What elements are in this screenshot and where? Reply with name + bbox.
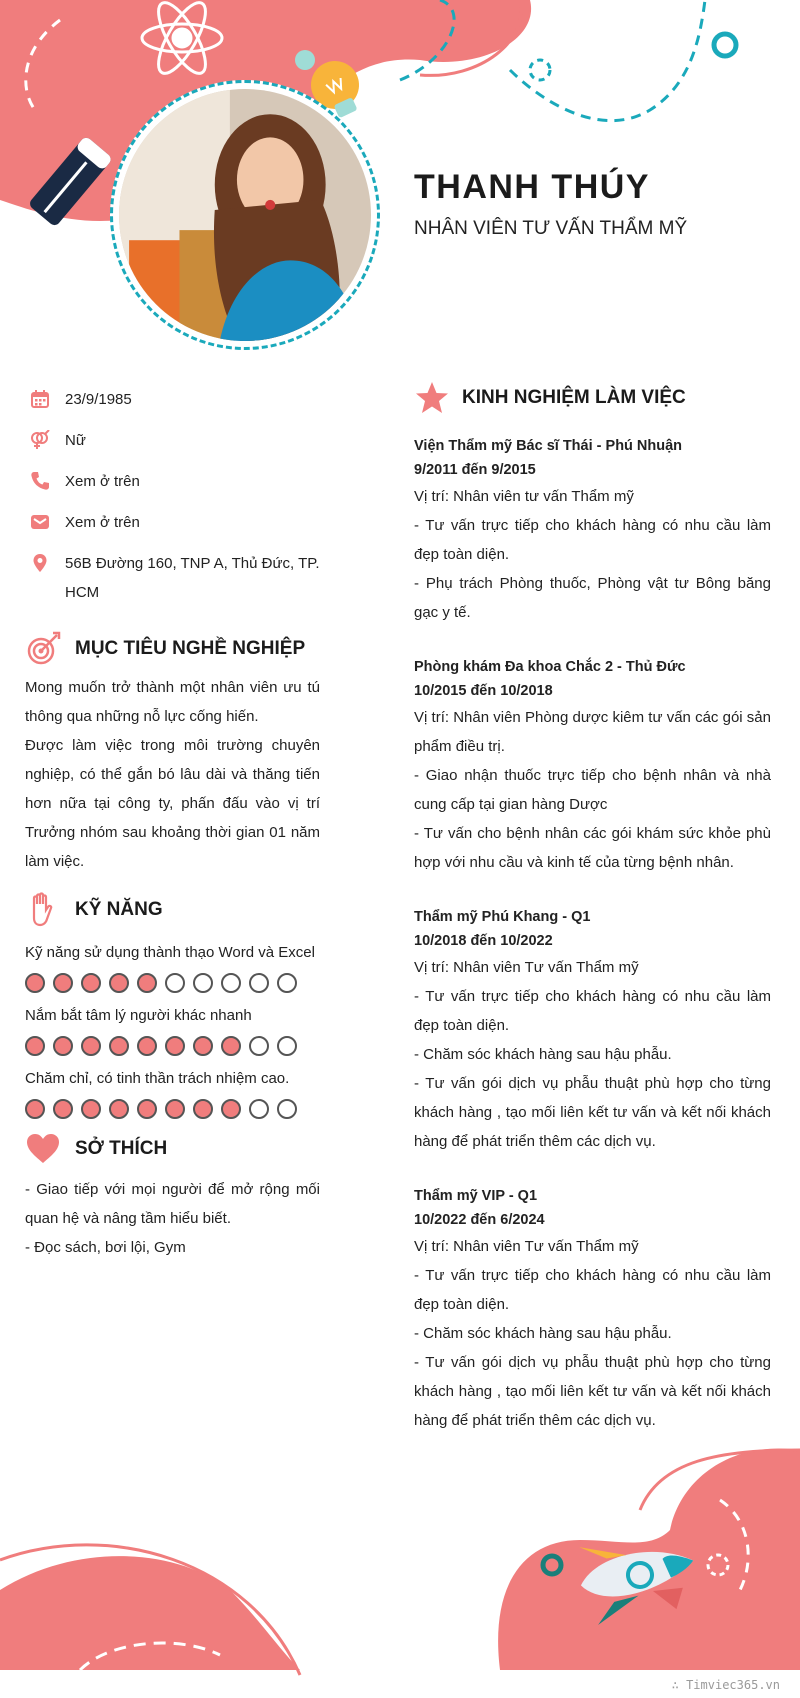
- star-icon: [414, 380, 450, 416]
- rating-dot-filled: [221, 1036, 241, 1056]
- rating-dot-empty: [277, 973, 297, 993]
- objective-heading: [25, 629, 320, 669]
- job-entry: [414, 434, 771, 627]
- candidate-title: NHÂN VIÊN TƯ VẤN THẨM MỸ: [414, 218, 688, 239]
- job-period: 10/2015 đến 10/2018: [414, 683, 553, 699]
- hobbies-title: SỞ THÍCH: [75, 1138, 168, 1159]
- objective-paragraph-2: Được làm việc trong môi trường chuyên nghiệp, có thể gắn bó lâu dài và thăng tiến hơn nữa tại công ty, phấn đấu vào vị trí Trưởng nhóm sau khoảng thời gian 01 năm làm việc.: [25, 737, 320, 870]
- rating-dot-empty: [221, 973, 241, 993]
- phone-icon: [30, 471, 50, 491]
- skill-label: Nắm bắt tâm lý người khác nhanh: [25, 1007, 252, 1024]
- rating-dot-filled: [137, 973, 157, 993]
- job-detail-line: Vị trí: Nhân viên Tư vấn Thẩm mỹ: [414, 1238, 639, 1255]
- job-detail-line: - Phụ trách Phòng thuốc, Phòng vật tư Bông băng gạc y tế.: [414, 575, 771, 621]
- contact-phone: [25, 467, 320, 496]
- rating-dot-filled: [25, 973, 45, 993]
- rating-dot-filled: [109, 1099, 129, 1119]
- rating-dot-filled: [165, 1036, 185, 1056]
- skill-label: Kỹ năng sử dụng thành thạo Word và Excel: [25, 944, 315, 961]
- job-detail-line: - Chăm sóc khách hàng sau hậu phẫu.: [414, 1325, 672, 1342]
- rating-dot-filled: [25, 1036, 45, 1056]
- rating-dot-filled: [193, 1099, 213, 1119]
- job-entry: [414, 905, 771, 1156]
- contact-address: [25, 549, 320, 607]
- job-entry: [414, 655, 771, 877]
- location-pin-icon: [30, 553, 50, 573]
- contact-email: [25, 508, 320, 537]
- objective-paragraph-1: Mong muốn trở thành một nhân viên ưu tú thông qua những nỗ lực cống hiến.: [25, 679, 320, 725]
- rating-dot-filled: [81, 1099, 101, 1119]
- job-period: 9/2011 đến 9/2015: [414, 462, 536, 478]
- email-text: Xem ở trên: [65, 514, 140, 531]
- job-period: 10/2018 đến 10/2022: [414, 933, 553, 949]
- job-detail-line: - Tư vấn trực tiếp cho khách hàng có nhu cầu làm đẹp toàn diện.: [414, 1267, 771, 1313]
- skill-rating: [25, 1036, 320, 1056]
- job-detail-line: - Tư vấn trực tiếp cho khách hàng có nhu cầu làm đẹp toàn diện.: [414, 988, 771, 1034]
- objective-title: MỤC TIÊU NGHỀ NGHIỆP: [75, 638, 306, 659]
- rating-dot-empty: [165, 973, 185, 993]
- skill-label: Chăm chỉ, có tinh thần trách nhiệm cao.: [25, 1070, 290, 1087]
- rating-dot-empty: [193, 973, 213, 993]
- skills-title: KỸ NĂNG: [75, 899, 163, 920]
- job-detail-line: - Tư vấn gói dịch vụ phẫu thuật phù hợp cho từng khách hàng , tạo mối liên kết tư vấn và kết nối khách hàng để phát triển thêm các dịch vụ.: [414, 1075, 771, 1150]
- rating-dot-filled: [25, 1099, 45, 1119]
- job-detail-line: Vị trí: Nhân viên tư vấn Thẩm mỹ: [414, 488, 634, 505]
- job-detail-line: - Chăm sóc khách hàng sau hậu phẫu.: [414, 1046, 672, 1063]
- gender-icon: [30, 430, 50, 450]
- jobs-list: [414, 434, 771, 1435]
- phone-text: Xem ở trên: [65, 473, 140, 490]
- rating-dot-filled: [109, 1036, 129, 1056]
- rating-dot-filled: [221, 1099, 241, 1119]
- rating-dot-filled: [109, 973, 129, 993]
- contact-gender: [25, 426, 320, 455]
- skill-rating: [25, 973, 320, 993]
- rating-dot-filled: [53, 973, 73, 993]
- hobby-item-2: - Đọc sách, bơi lội, Gym: [25, 1239, 186, 1256]
- contact-birthday: [25, 385, 320, 414]
- rating-dot-filled: [193, 1036, 213, 1056]
- right-column: [414, 378, 771, 1463]
- job-detail-line: Vị trí: Nhân viên Tư vấn Thẩm mỹ: [414, 959, 639, 976]
- candidate-name: THANH THÚY: [414, 168, 650, 206]
- job-company: Thẩm mỹ VIP - Q1: [414, 1188, 538, 1204]
- job-company: Viện Thẩm mỹ Bác sĩ Thái - Phú Nhuận: [414, 438, 683, 454]
- target-icon: [25, 631, 61, 667]
- job-detail-line: - Giao nhận thuốc trực tiếp cho bệnh nhân và nhà cung cấp tại gian hàng Dược: [414, 767, 771, 813]
- bottom-decoration: [0, 1440, 800, 1698]
- left-column: [25, 385, 320, 1262]
- calendar-icon: [30, 389, 50, 409]
- rating-dot-filled: [53, 1036, 73, 1056]
- rating-dot-filled: [81, 1036, 101, 1056]
- rating-dot-filled: [53, 1099, 73, 1119]
- rating-dot-empty: [249, 1099, 269, 1119]
- hobby-item-1: - Giao tiếp với mọi người để mở rộng mối quan hệ và nâng tầm hiểu biết.: [25, 1181, 320, 1227]
- skill-rating: [25, 1099, 320, 1119]
- job-detail-line: - Tư vấn gói dịch vụ phẫu thuật phù hợp cho từng khách hàng , tạo mối liên kết tư vấn và kết nối khách hàng để phát triển thêm các dịch vụ.: [414, 1354, 771, 1429]
- rating-dot-empty: [277, 1036, 297, 1056]
- gender-text: Nữ: [65, 432, 86, 449]
- profile-photo-frame: [110, 80, 380, 350]
- job-period: 10/2022 đến 6/2024: [414, 1212, 545, 1228]
- hand-icon: [25, 892, 61, 928]
- job-company: Thẩm mỹ Phú Khang - Q1: [414, 909, 591, 925]
- rating-dot-filled: [81, 973, 101, 993]
- rating-dot-empty: [277, 1099, 297, 1119]
- profile-photo: [119, 89, 371, 341]
- rating-dot-empty: [249, 1036, 269, 1056]
- rating-dot-filled: [165, 1099, 185, 1119]
- skills-list: [25, 938, 320, 1119]
- skills-heading: [25, 890, 320, 930]
- job-entry: [414, 1184, 771, 1435]
- rating-dot-empty: [249, 973, 269, 993]
- portrait-illustration: [119, 89, 371, 341]
- experience-title: KINH NGHIỆM LÀM VIỆC: [462, 387, 686, 408]
- hobbies-heading: [25, 1129, 320, 1169]
- job-company: Phòng khám Đa khoa Chắc 2 - Thủ Đức: [414, 659, 686, 675]
- heart-icon: [25, 1131, 61, 1167]
- address-text: 56B Đường 160, TNP A, Thủ Đức, TP. HCM: [65, 555, 320, 601]
- birthday-text: 23/9/1985: [65, 391, 132, 408]
- watermark: ∴ Timviec365.vn: [671, 1678, 780, 1692]
- job-detail-line: - Tư vấn cho bệnh nhân các gói khám sức khỏe phù hợp với nhu cầu và kinh tế của từng bệnh nhân.: [414, 825, 771, 871]
- experience-heading: [414, 378, 771, 418]
- rating-dot-filled: [137, 1099, 157, 1119]
- email-icon: [30, 512, 50, 532]
- rating-dot-filled: [137, 1036, 157, 1056]
- job-detail-line: Vị trí: Nhân viên Phòng dược kiêm tư vấn các gói sản phẩm điều trị.: [414, 709, 771, 755]
- job-detail-line: - Tư vấn trực tiếp cho khách hàng có nhu cầu làm đẹp toàn diện.: [414, 517, 771, 563]
